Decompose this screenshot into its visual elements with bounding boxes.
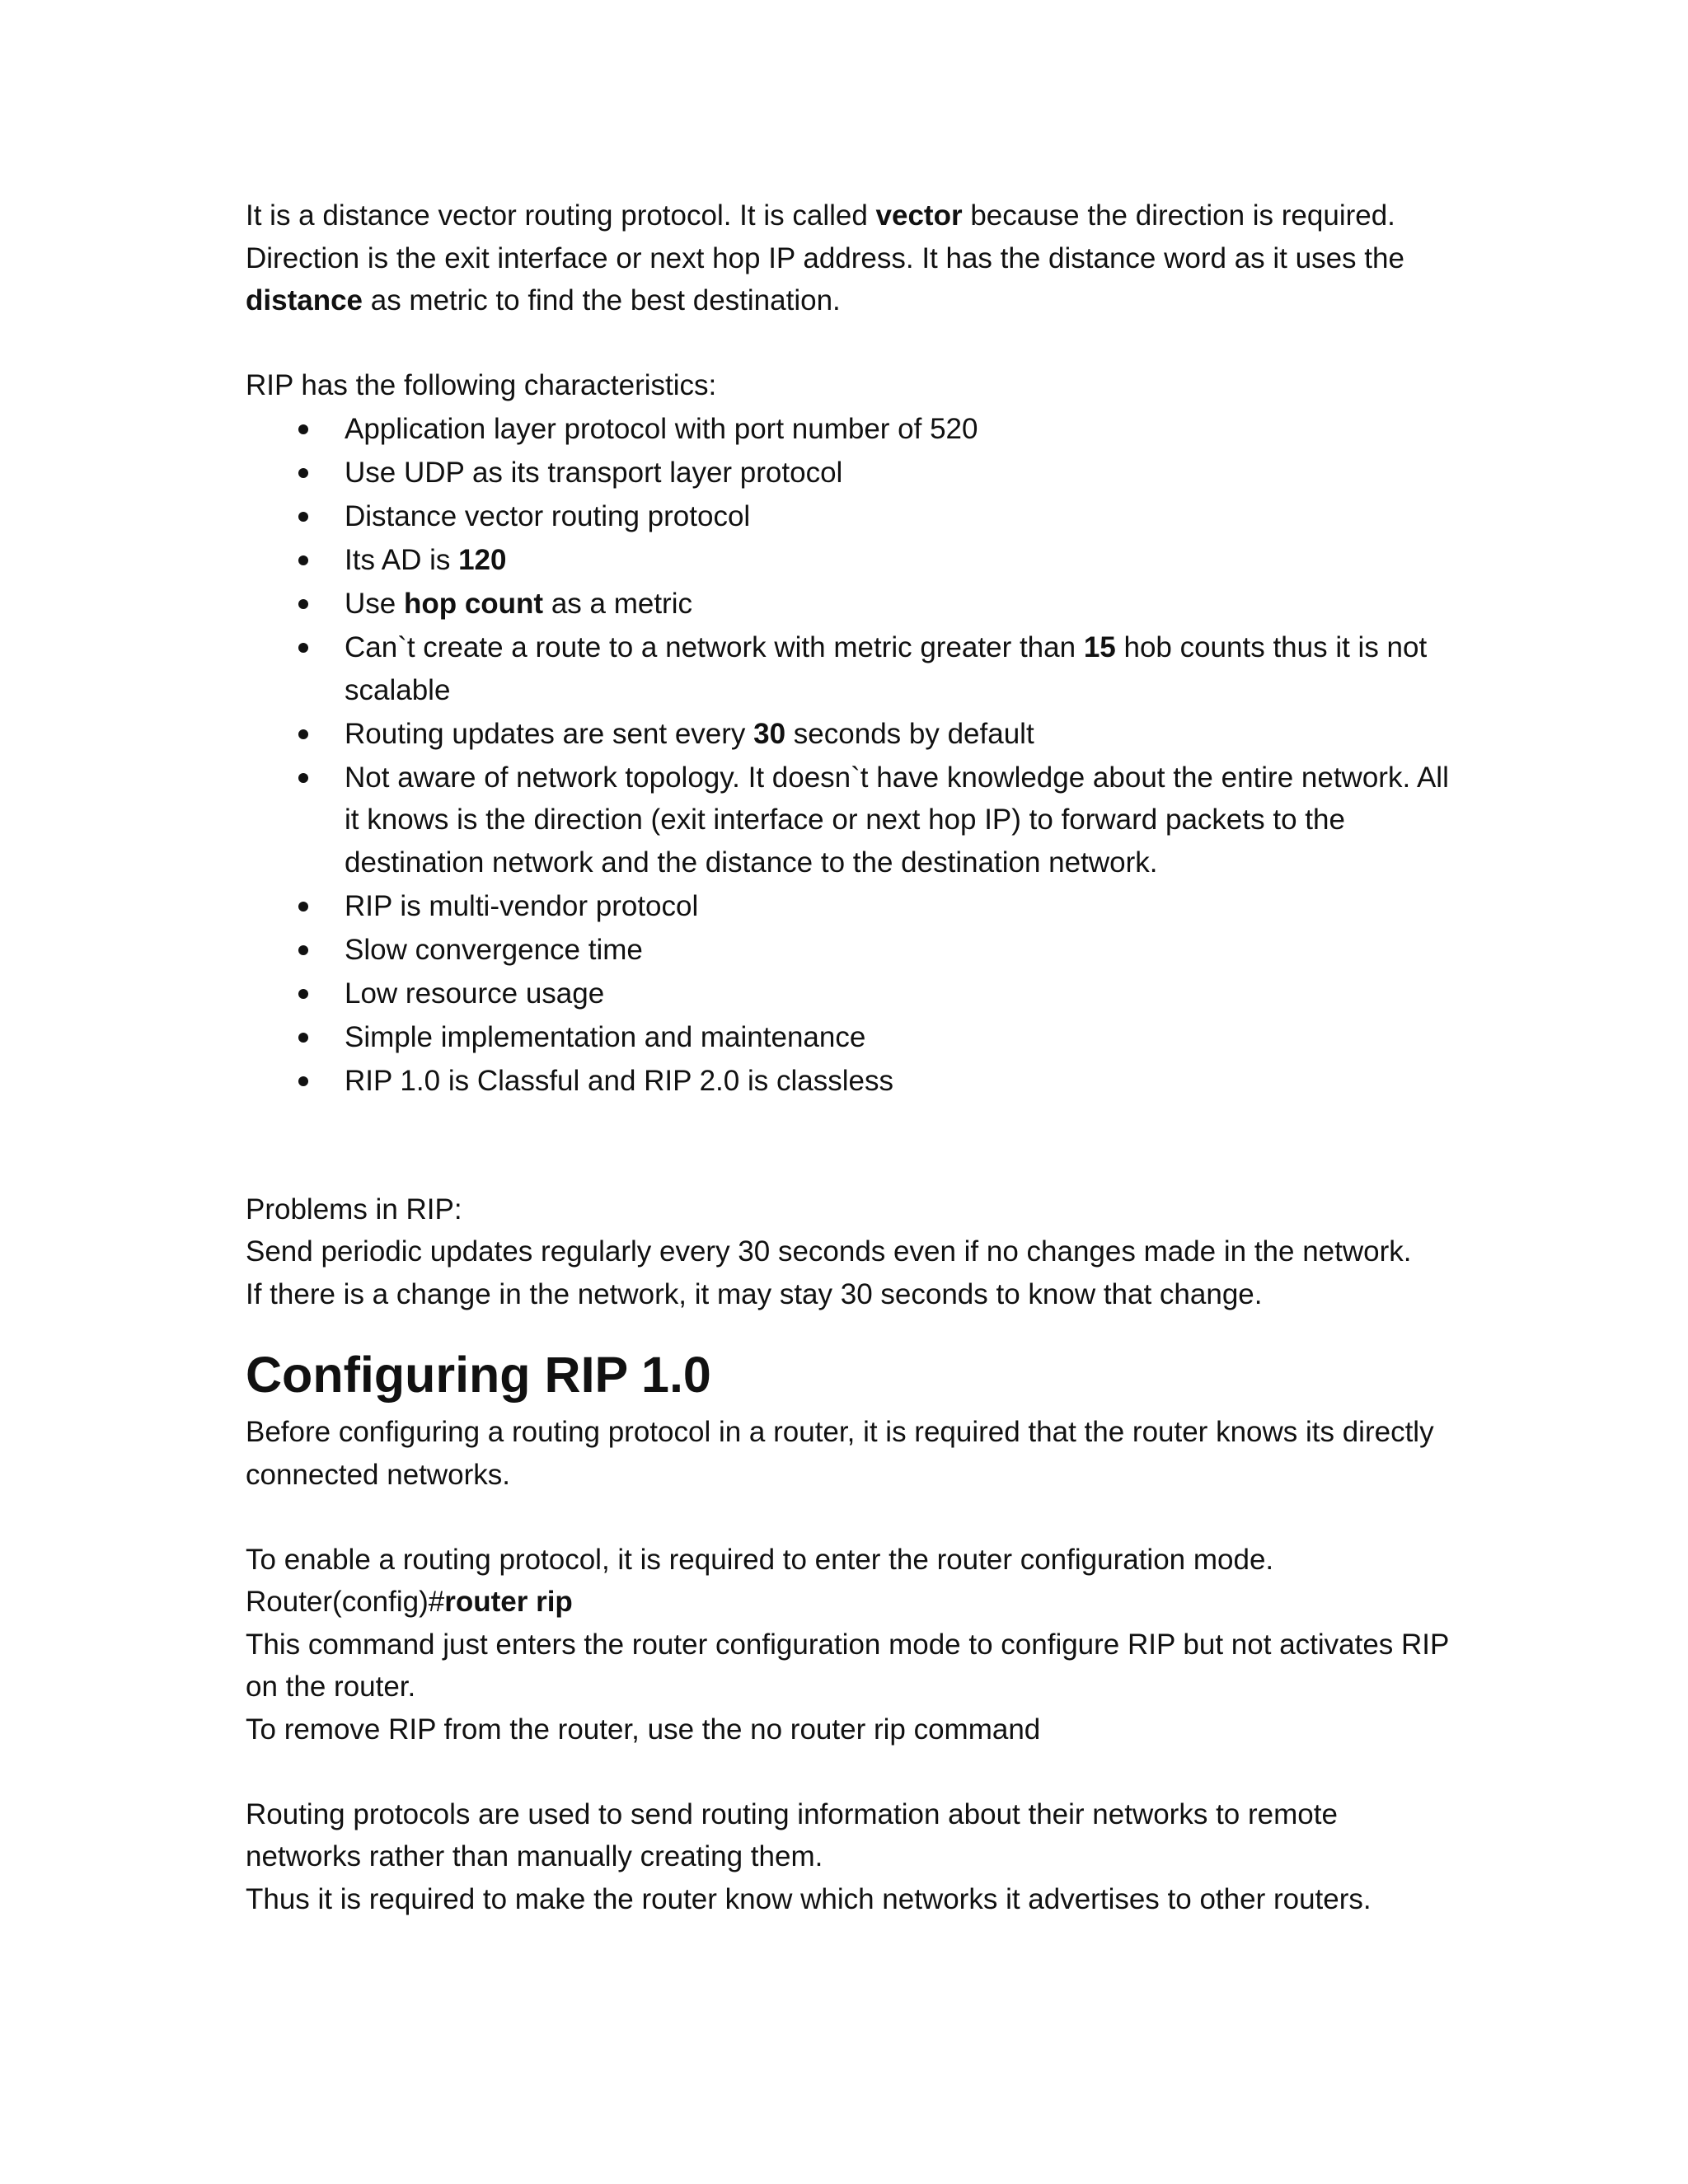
intro-text-3: as metric to find the best destination. (363, 284, 841, 316)
config-command (246, 1581, 1449, 1624)
characteristic-item (246, 408, 1449, 451)
characteristic-text-after: as a metric (543, 588, 692, 620)
characteristic-item (246, 539, 1449, 582)
characteristic-text: Routing updates are sent every (345, 717, 754, 750)
config-paragraph-5: Routing protocols are used to send routing information about their networks to remote networks rather than manually creating them. (246, 1797, 1338, 1872)
bullet-icon (298, 1033, 308, 1043)
characteristic-text: Low resource usage (345, 977, 605, 1010)
bullet-icon (298, 945, 308, 955)
spacer (246, 322, 1449, 365)
command-prefix: Router(config)# (246, 1586, 445, 1618)
config-paragraph-3: This command just enters the router configuration mode to configure RIP but not activates RIP on the router. (246, 1628, 1449, 1703)
characteristics-heading: RIP has the following characteristics: (246, 369, 717, 401)
characteristic-bold: 30 (753, 717, 786, 750)
characteristic-text: Use UDP as its transport layer protocol (345, 457, 843, 489)
bullet-icon (298, 468, 308, 478)
problems-line-1: Send periodic updates regularly every 30 seconds even if no changes made in the network. (246, 1235, 1412, 1268)
intro-text-2: because the direction is required. Direction is the exit interface or next hop IP address. It has the distance word as it uses the (246, 199, 1404, 274)
characteristic-text: Can`t create a route to a network with metric greater than (345, 631, 1084, 663)
characteristic-text-after: seconds by default (785, 717, 1034, 750)
characteristic-bold: 15 (1083, 631, 1116, 663)
characteristic-item (246, 495, 1449, 538)
intro-text-1: It is a distance vector routing protocol. It is called (246, 199, 876, 232)
characteristic-item (246, 626, 1449, 711)
characteristic-text-after: hob counts thus it is not scalable (345, 631, 1428, 706)
problems-heading: Problems in RIP: (246, 1193, 462, 1226)
characteristic-bold: hop count (403, 588, 544, 620)
characteristic-text: RIP is multi-vendor protocol (345, 889, 699, 922)
characteristics-list (246, 408, 1449, 1102)
characteristic-item (246, 885, 1449, 928)
characteristic-text: Not aware of network topology. It doesn`t have knowledge about the entire network. All it knows is the direction (exit interface or next hop IP) to forward packets to the destination network and the distance to the destination network. (345, 761, 1449, 879)
characteristic-item (246, 972, 1449, 1015)
spacer (246, 1750, 1449, 1793)
characteristic-item (246, 1060, 1449, 1103)
bullet-icon (298, 989, 308, 999)
characteristic-item (246, 757, 1449, 884)
document-body (246, 194, 1449, 1920)
characteristic-text: Its AD is (345, 544, 459, 576)
characteristic-text: Distance vector routing protocol (345, 500, 751, 532)
bullet-icon (298, 729, 308, 739)
config-paragraph-6: Thus it is required to make the router know which networks it advertises to other routers. (246, 1882, 1372, 1915)
spacer (246, 1496, 1449, 1539)
section-title: Configuring RIP 1.0 (246, 1347, 711, 1403)
characteristic-text: Application layer protocol with port number of 520 (345, 413, 978, 445)
spacer (246, 1104, 1449, 1188)
intro-bold-distance: distance (246, 284, 363, 316)
intro-paragraph (246, 194, 1449, 322)
config-paragraph-1: Before configuring a routing protocol in a router, it is required that the router knows its directly connected networks. (246, 1416, 1434, 1491)
characteristic-text: Slow convergence time (345, 933, 643, 966)
bullet-icon (298, 773, 308, 783)
bullet-icon (298, 599, 308, 609)
characteristic-text: Use (345, 588, 404, 620)
bullet-icon (298, 512, 308, 522)
bullet-icon (298, 555, 308, 565)
bullet-icon (298, 424, 308, 434)
intro-bold-vector: vector (875, 199, 963, 232)
characteristic-bold: 120 (458, 544, 507, 576)
characteristic-item (246, 452, 1449, 494)
problems-line-2: If there is a change in the network, it may stay 30 seconds to know that change. (246, 1277, 1263, 1310)
characteristic-item (246, 929, 1449, 972)
bullet-icon (298, 1076, 308, 1086)
config-paragraph-2: To enable a routing protocol, it is required to enter the router configuration mode. (246, 1543, 1274, 1576)
command-bold: router rip (444, 1586, 573, 1618)
characteristic-text: Simple implementation and maintenance (345, 1020, 866, 1053)
characteristic-item (246, 583, 1449, 626)
bullet-icon (298, 902, 308, 912)
characteristic-item (246, 1016, 1449, 1059)
config-paragraph-4: To remove RIP from the router, use the no router rip command (246, 1713, 1041, 1746)
characteristic-text: RIP 1.0 is Classful and RIP 2.0 is classless (345, 1064, 893, 1097)
bullet-icon (298, 643, 308, 653)
characteristic-item (246, 713, 1449, 756)
